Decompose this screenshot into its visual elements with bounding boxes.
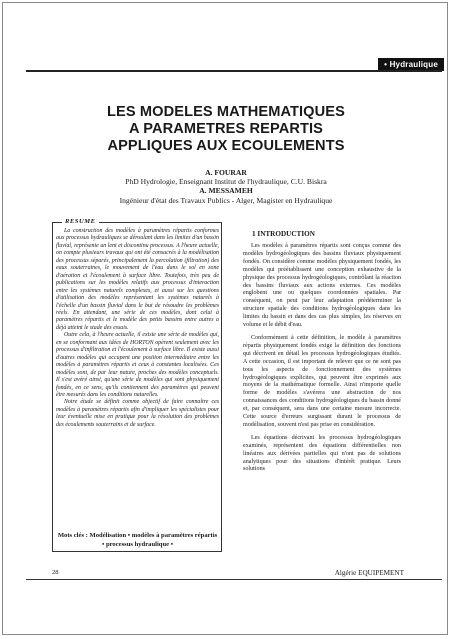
body-text [243, 243, 401, 479]
header-rule [26, 70, 442, 72]
author-affiliation: PhD Hydrologie, Enseignant Institut de l'hydraulique, C.U. Biskra [125, 177, 327, 187]
abstract-paragraph: Outre cela, à l'heure actuelle, il existe une série de modèles qui, en se conformant aux idées de HORTON opèrent seulement avec les processus d'infiltration et l'écoulement à surface libre. Il existe aussi d'autres modèles qui occupent une position intermédiaire entre les modèles à paramètres répartis et ceux à constantes localisées. Ces modèles sont, de par leur nature, proches des modèles conceptuels. Il s'est avéré ainsi, qu'une série de modèles qui sont physiquement fondés, en ce sens, qu'ils contiennent des paramètres qui peuvent être mesurés dans les conditions naturelles. [56, 332, 219, 398]
page-number: 28 [52, 569, 59, 576]
author-affiliation: Ingénieur d'état des Travaux Publics - Alger, Magister en Hydraulique [119, 195, 333, 205]
abstract-paragraph: La construction des modèles à paramètres répartis conformes aux processus hydrauliques se déroulant dans les limites d'un bassin fluvial, représente un lent et discontinu processus. A l'heure actuelle, on compte plusieurs travaux qui ont été consacrés à la modélisation des processus séparés, principalement la percolation (filtration) des eaux souterraines, le mouvement de l'eau dans le sol en zone d'aération et l'écoulement à surface libre. Toutefois, très peu de publications sur les modèles relatifs aux processus d'interaction entre les systèmes naturels complexes, et aussi sur les questions d'utilisation des modèles représentant les systèmes naturels à l'échelle d'un bassin fluvial dans le but de résoudre les problèmes réels. En attendant, une série de ces modèles, dont celui à paramètres répartis et le modèle des petits bassins entre autres a déjà atteint le stade des essais. [56, 228, 219, 331]
title-line: A PARAMETRES REPARTIS [129, 121, 323, 137]
author-block [30, 168, 422, 205]
title-line: LES MODELES MATHEMATIQUES [107, 104, 345, 120]
section-tag: • Hydraulique [378, 58, 444, 71]
article-title [20, 104, 432, 155]
abstract-paragraph: Notre étude se définit comme objectif de faire connaître ces modèles à paramètres répartis afin d'impliquer les spécialistes pour leur éventuelle mise en pratique pour la résolution des problèmes des écoulements souterrains et de surface. [56, 399, 219, 428]
section-heading: 1 INTRODUCTION [252, 230, 315, 238]
footer-rule [26, 579, 442, 580]
title-line: APPLIQUES AUX ECOULEMENTS [107, 138, 345, 154]
body-paragraph: Les modèles à paramètres répartis sont conçus comme des modèles hydrogéologiques des bassins fluviaux physiquement fondés. On considère comme modèles physiquement fondés, les modèles qui préétablissent une conception exhaustive de la physique des processus hydrogéologiques, contrôlant la réaction des bassins fluviaux aux actions externes. Ces modèles englobent une ou quelques coordonnées spatiales. Par conséquent, on peut par leur adaptation prédéterminer la structure spatiale des conditions hydrogéologiques dans les limites du bassin et dans des cas plus simples, les réserves en volume et le débit d'eau. [243, 243, 401, 329]
author-name: A. MESSAMEH [199, 186, 253, 196]
keywords-label: Mots clés : [57, 532, 88, 539]
body-paragraph: Les équations décrivant les processus hydrogéologiques examinés, représentent des équations différentielles non linéaires aux dérivées partielles qui n'ont pas de solutions analytiques pour des situations d'intérêt pratique. Leurs solutions [243, 434, 401, 473]
keywords-text: Modélisation • modèles à paramètres répartis • processus hydraulique • [89, 532, 218, 548]
abstract-label: RESUME [62, 218, 99, 225]
body-paragraph: Conformément à cette définition, le modèle à paramètres répartis physiquement fondés exige la définition des fonctions qui décrivent en détail les processus hydrogéologiques étudiés. A cette occasion, il est important de relever que ce ne sont pas tous les aspects de fonctionnement des systèmes hydrogéologiques explicites, qui peuvent être exprimés aux moyens de la mathématique formelle. Ainsi n'importe quelle forme de modèles s'avérera une abstraction de nos connaissances des conditions hydrogéologiques du bassin donné et, par conséquent, sera dans une certaine mesure incorrecte. Cette source d'erreurs surgissant durant le processus de modélisation, souvent n'est pas prise en considération. [243, 334, 401, 428]
abstract-text [56, 228, 219, 429]
author-name: A. FOURAR [205, 168, 247, 177]
keywords [56, 532, 219, 549]
journal-name: Algérie EQUIPEMENT [334, 569, 404, 577]
